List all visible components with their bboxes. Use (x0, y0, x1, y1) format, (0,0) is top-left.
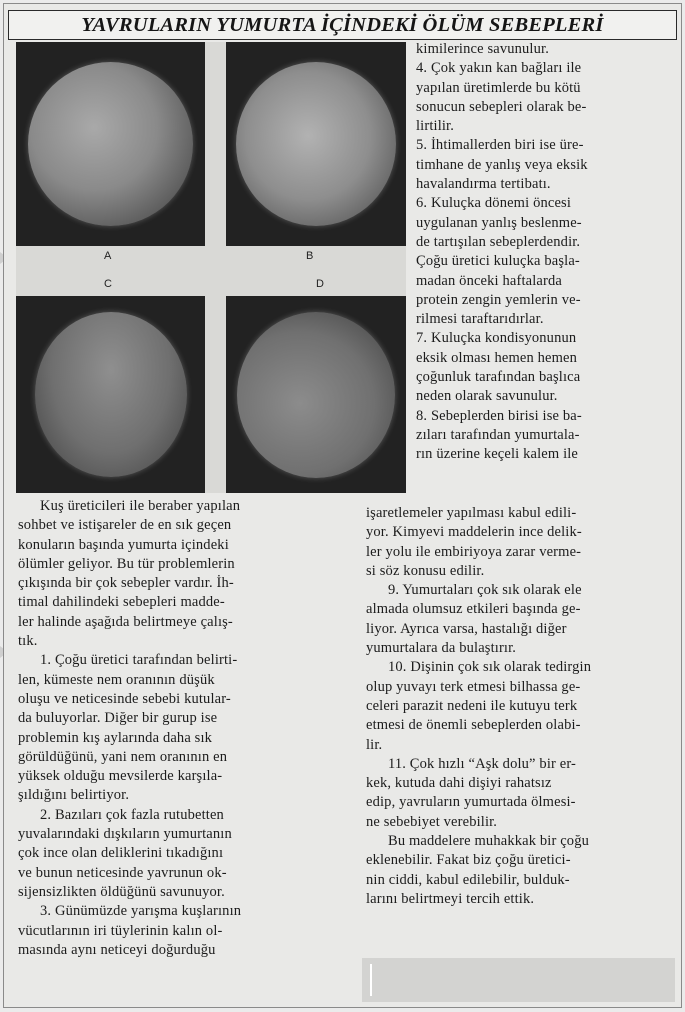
egg-image-a (28, 62, 193, 226)
text-line: şıldığını belirtiyor. (18, 787, 130, 804)
text-line: kimilerince savunulur. (416, 41, 549, 57)
egg-photo (16, 42, 406, 493)
text-line: 2. Bazıları çok fazla rutubetten (40, 806, 224, 823)
text-line: problemin kış aylarında daha sık (18, 729, 213, 746)
text-line: eklenebilir. Fakat biz çoğu üretici- (366, 852, 571, 869)
egg-panel-a (16, 42, 205, 246)
text-line: nin ciddi, kabul edilebilir, bulduk- (366, 871, 570, 888)
text-line: kek, kutuda dahi dişiyi rahatsız (366, 775, 552, 792)
text-line: masında aynı neticeyi doğurduğu (18, 941, 216, 958)
text-line: 4. Çok yakın kan bağları ile (416, 60, 582, 77)
egg-image-c (35, 312, 187, 477)
egg-image-b (236, 62, 396, 226)
text-line: almada olumsuz etkileri başında ge- (366, 601, 581, 618)
text-line: neden olarak savunulur. (416, 388, 558, 405)
text-line: 9. Yumurtaları çok sık olarak ele (388, 582, 582, 599)
gray-bar (362, 958, 675, 1002)
text-line: len, kümeste nem oranının düşük (18, 671, 215, 688)
text-line: ler halinde aşağıda belirtmeye çalış- (18, 613, 233, 630)
text-line: etmesi de önemli sebeplerden olabi- (366, 717, 581, 734)
text-line: si söz konusu edilir. (366, 562, 485, 579)
text-line: Bu maddelere muhakkak bir çoğu (388, 833, 589, 850)
text-line: yumurtalara da bulaştırır. (366, 640, 517, 657)
text-line: oluşu ve neticesinde sebebi kutular- (18, 690, 231, 707)
text-line: larını belirtmeyi tercih ettik. (366, 890, 535, 907)
text-line: 6. Kuluçka dönemi öncesi (416, 195, 572, 212)
text-line: 7. Kuluçka kondisyonunun (416, 330, 577, 347)
text-line: timal dahilindeki sebepleri madde- (18, 594, 225, 611)
text-line: 5. İhtimallerden biri ise üre- (416, 137, 584, 154)
text-line: protein zengin yemlerin ve- (416, 291, 581, 308)
text-line: rilmesi taraftarıdırlar. (416, 311, 544, 328)
text-line: zıları tarafından yumurtala- (416, 426, 580, 443)
text-line: ve bunun neticesinde yavrunun ok- (18, 864, 227, 881)
text-line: ne sebebiyet verebilir. (366, 813, 498, 830)
photo-label-b: B (306, 250, 314, 262)
text-line: yüksek olduğu mevsilerde karşıla- (18, 768, 223, 785)
text-line: liyor. Ayrıca varsa, hastalığı diğer (366, 620, 567, 637)
egg-panel-c (16, 296, 205, 493)
text-line: yapılan üretimlerde bu kötü (416, 79, 581, 96)
left-column (18, 497, 348, 960)
text-line: çoğunluk tarafından başlıca (416, 369, 581, 386)
text-line: lirtilir. (416, 118, 455, 135)
text-line: 1. Çoğu üretici tarafından belirti- (40, 652, 238, 669)
text-line: edip, yavruların yumurtada ölmesi- (366, 794, 576, 811)
text-line: Kuş üreticileri ile beraber yapılan (40, 498, 241, 514)
text-line: görüldüğünü, yani nem oranının en (18, 748, 228, 765)
text-line: ölümler geliyor. Bu tür problemlerin (18, 555, 235, 572)
text-line: celeri parazit nedeni ile kutuyu terk (366, 697, 578, 714)
text-line: lir. (366, 736, 383, 753)
text-line: 10. Dişinin çok sık olarak tedirgin (388, 659, 592, 676)
photo-label-d: D (316, 278, 324, 290)
text-line: olup yuvayı terk etmesi bilhassa ge- (366, 678, 581, 695)
egg-panel-b (226, 42, 406, 246)
text-line: sijensizlikten öldüğünü savunuyor. (18, 883, 225, 900)
text-line: 8. Sebeplerden birisi ise ba- (416, 407, 582, 424)
text-line: yuvalarındaki dışkıların yumurtanın (18, 826, 232, 843)
egg-panel-d (226, 296, 406, 493)
text-line: de tartışılan sebeplerdendir. (416, 233, 581, 250)
text-line: çıkışında bir çok sebepler vardır. İh- (18, 575, 234, 592)
text-line: havalandırma tertibatı. (416, 176, 551, 193)
right-column (416, 40, 674, 465)
text-line: ler yolu ile embiriyoya zarar verme- (366, 543, 582, 560)
text-line: 11. Çok hızlı “Aşk dolu” bir er- (388, 755, 577, 772)
egg-image-d (237, 312, 395, 478)
title-box (8, 10, 677, 40)
text-line: sonucun sebepleri olarak be- (416, 98, 587, 115)
text-line: 3. Günümüzde yarışma kuşlarının (40, 903, 242, 920)
text-line: da buluyorlar. Diğer bir gurup ise (18, 710, 218, 727)
text-line: Çoğu üretici kuluçka başla- (416, 253, 580, 270)
text-line: işaretlemeler yapılması kabul edili- (366, 505, 577, 521)
text-line: madan önceki haftalarda (416, 272, 562, 289)
photo-label-c: C (104, 278, 112, 290)
photo-label-a: A (104, 250, 112, 262)
text-line: timhane de yanlış veya eksik (416, 156, 588, 173)
newspaper-clipping (3, 3, 682, 1008)
text-line: vücutlarının iri tüylerinin kalın ol- (18, 922, 223, 939)
text-line: çok ince olan deliklerini tıkadığını (18, 845, 224, 862)
text-line: yor. Kimyevi maddelerin ince delik- (366, 524, 582, 541)
text-line: eksik olması hemen hemen (416, 349, 578, 366)
right-wide-column (366, 504, 676, 909)
article-title: YAVRULARIN YUMURTA İÇİNDEKİ ÖLÜM SEBEPLERİ (81, 13, 604, 36)
text-line: konuların başında yumurta içindeki (18, 536, 229, 553)
text-line: sohbet ve istişareler de en sık geçen (18, 517, 232, 534)
text-line: rın üzerine keçeli kalem ile (416, 446, 579, 463)
text-line: uygulanan yanlış beslenme- (416, 214, 582, 231)
text-line: tık. (18, 633, 38, 650)
